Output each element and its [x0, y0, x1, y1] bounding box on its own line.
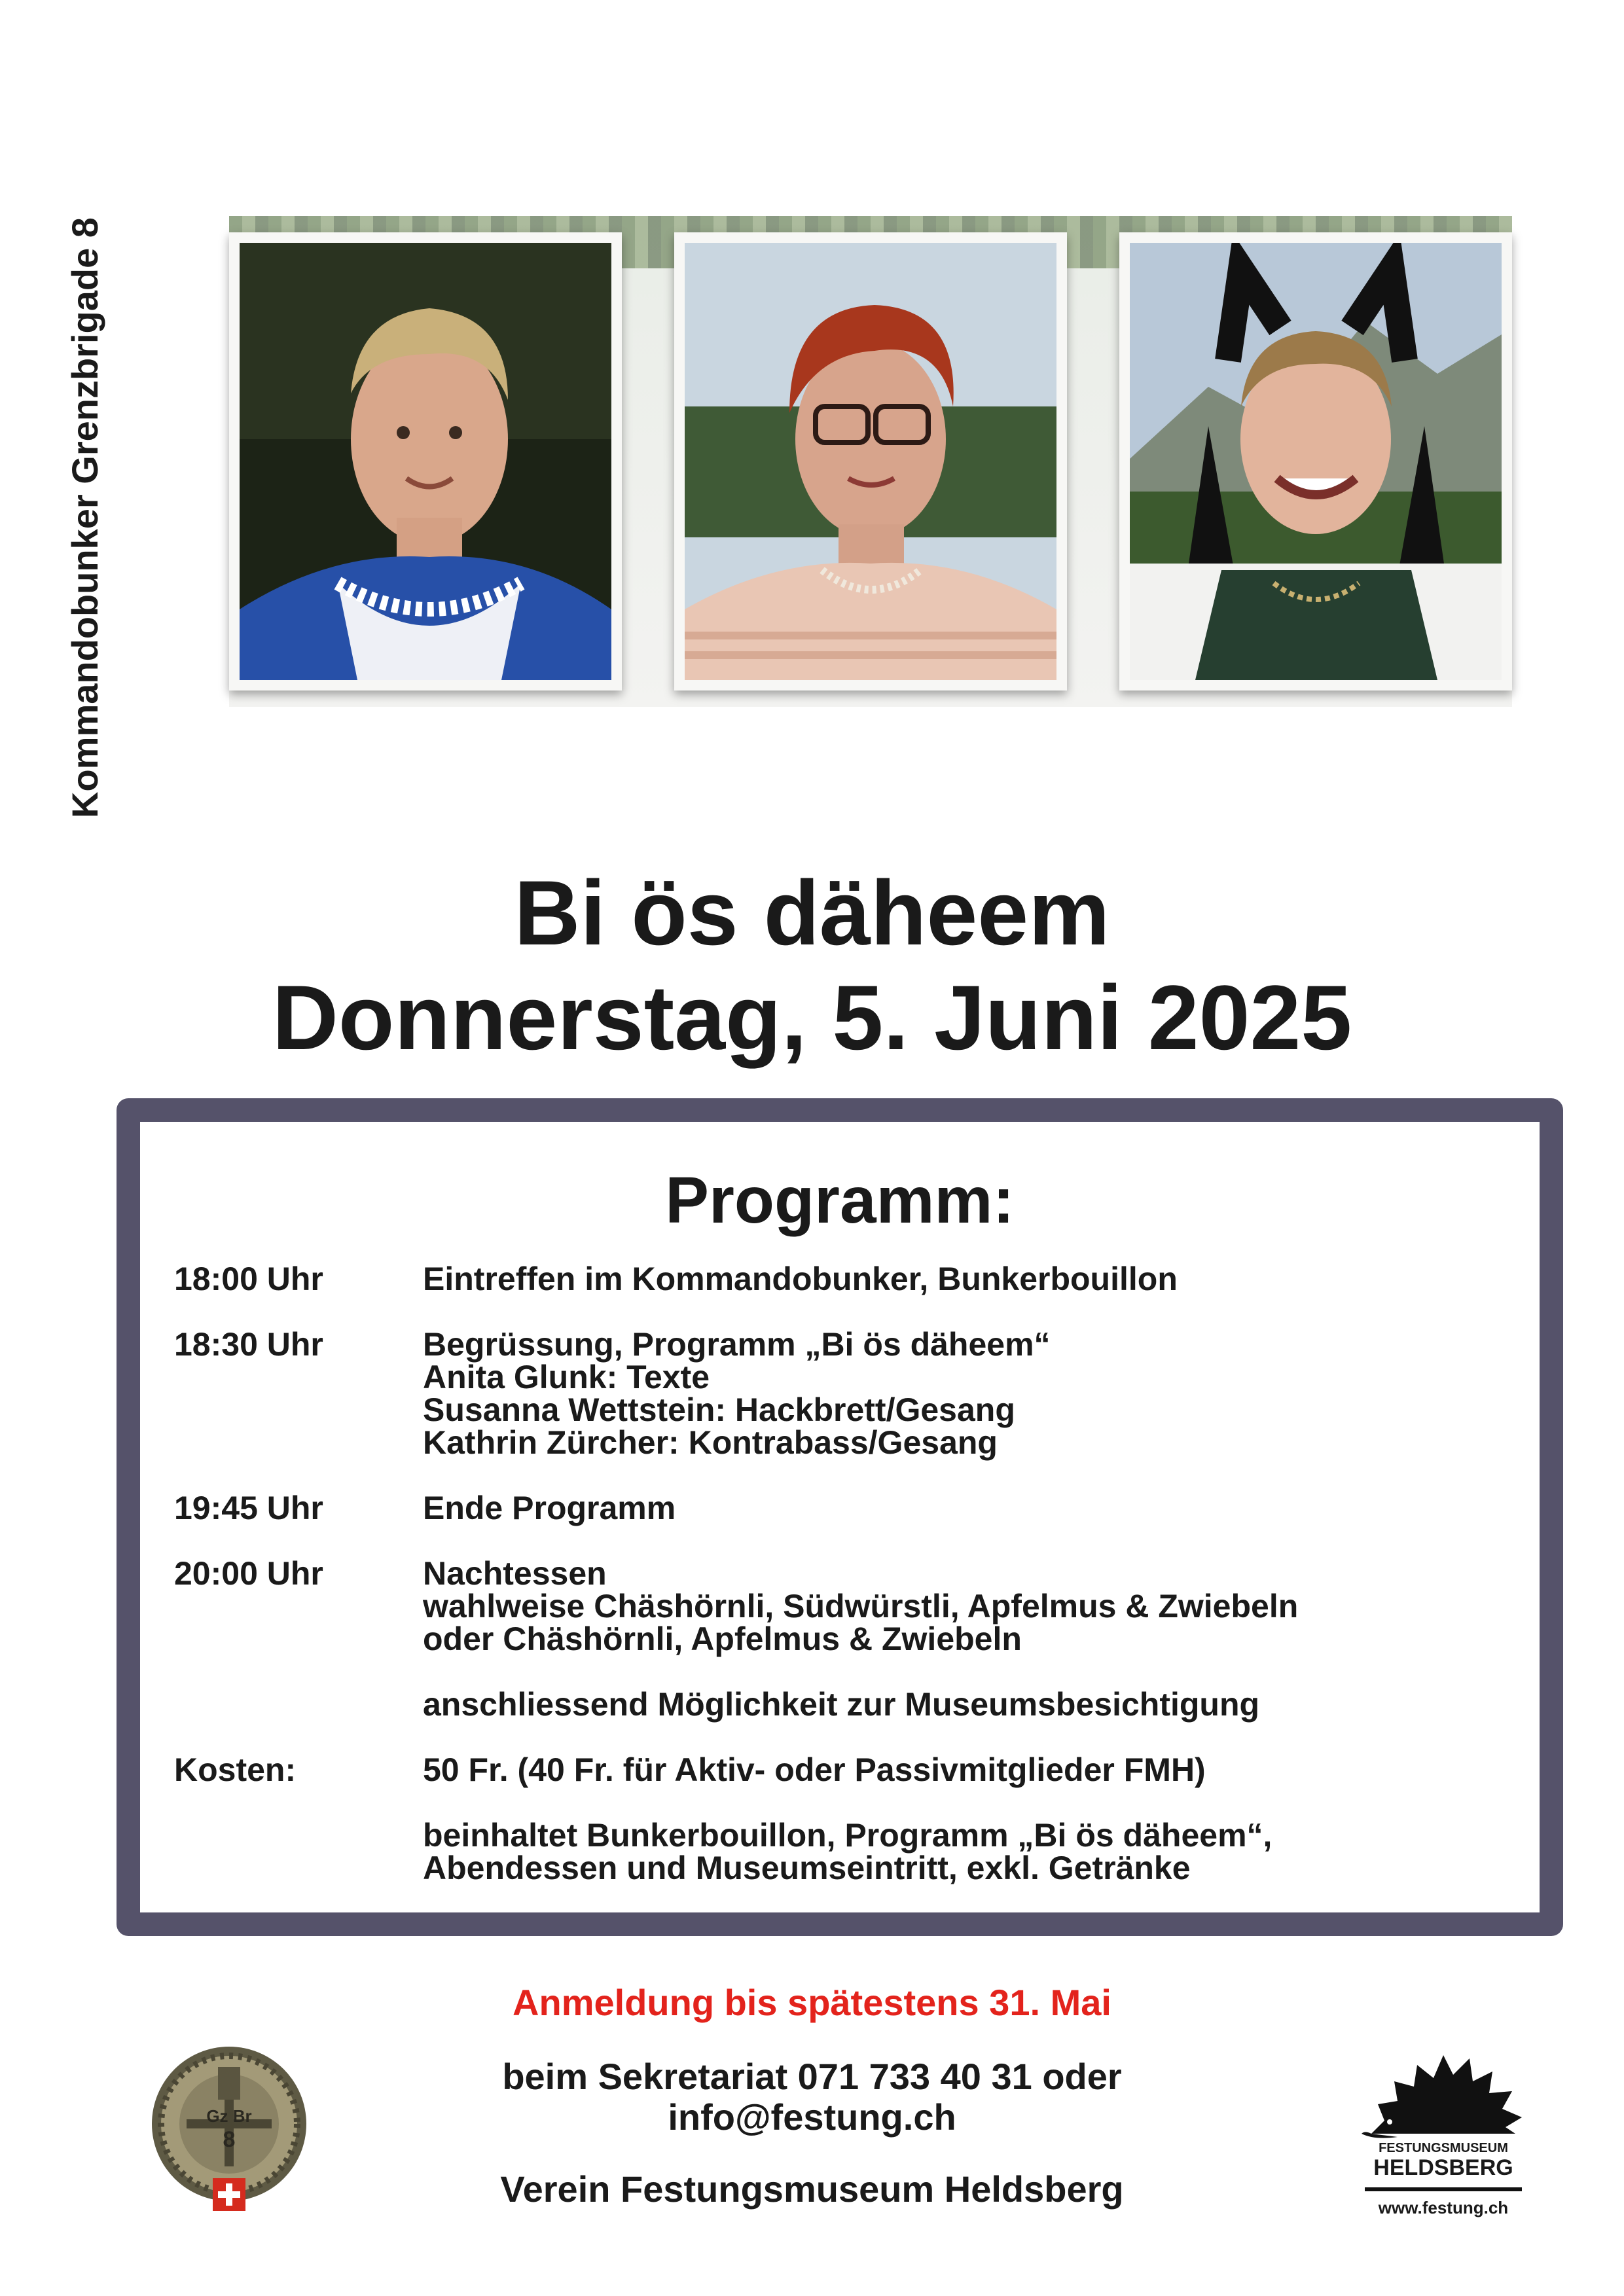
portrait-strip: [229, 216, 1512, 707]
logo-big-text: HELDSBERG: [1373, 2155, 1513, 2180]
badge-text: Gz Br: [206, 2106, 252, 2126]
row-desc: Anita Glunk: Texte: [423, 1359, 710, 1395]
logo-url: www.festung.ch: [1378, 2198, 1509, 2217]
logo-divider: [1365, 2187, 1522, 2191]
contact-phone-line: beim Sekretariat 071 733 40 31 oder: [502, 2056, 1122, 2097]
row-desc: oder Chäshörnli, Apfelmus & Zwiebeln: [423, 1621, 1022, 1657]
row-time: 19:45 Uhr: [174, 1490, 323, 1526]
row-desc: beinhaltet Bunkerbouillon, Programm „Bi ös däheem“,: [423, 1817, 1272, 1854]
contact-email: info@festung.ch: [668, 2096, 956, 2138]
row-desc: Ende Programm: [423, 1490, 676, 1526]
row-desc: Eintreffen im Kommandobunker, Bunkerbouillon: [423, 1261, 1178, 1297]
row-time: Kosten:: [174, 1751, 297, 1788]
portrait-photo-2: [674, 232, 1067, 691]
side-title: Kommandobunker Grenzbrigade 8: [64, 217, 105, 818]
row-time: 18:00 Uhr: [174, 1261, 323, 1297]
row-desc: Begrüssung, Programm „Bi ös däheem“: [423, 1326, 1051, 1363]
event-date: Donnerstag, 5. Juni 2025: [272, 966, 1352, 1069]
row-desc: wahlweise Chäshörnli, Südwürstli, Apfelmus & Zwiebeln: [423, 1588, 1299, 1624]
programm-box: [117, 1098, 1563, 1936]
row-desc: Susanna Wettstein: Hackbrett/Gesang: [423, 1391, 1015, 1428]
festungsmuseum-logo: [1358, 2036, 1528, 2225]
logo-small-text: FESTUNGSMUSEUM: [1379, 2141, 1508, 2155]
row-desc: anschliessend Möglichkeit zur Museumsbesichtigung: [423, 1686, 1260, 1723]
row-desc: Nachtessen: [423, 1555, 607, 1592]
row-time: 20:00 Uhr: [174, 1555, 323, 1592]
hedgehog-icon: [1358, 2036, 1528, 2140]
row-desc: 50 Fr. (40 Fr. für Aktiv- oder Passivmitglieder FMH): [423, 1751, 1206, 1788]
organizer-name: Verein Festungsmuseum Heldsberg: [500, 2168, 1124, 2210]
portrait-image-1: [240, 243, 611, 680]
portrait-photo-1: [229, 232, 622, 691]
brigade-badge-icon: [147, 2036, 311, 2225]
event-title: Bi ös däheem: [514, 861, 1110, 964]
portrait-photo-3: [1119, 232, 1512, 691]
programm-heading: Programm:: [665, 1164, 1015, 1237]
registration-deadline: Anmeldung bis spätestens 31. Mai: [513, 1982, 1111, 2023]
row-desc: Kathrin Zürcher: Kontrabass/Gesang: [423, 1424, 998, 1461]
row-time: 18:30 Uhr: [174, 1326, 323, 1363]
row-desc: Abendessen und Museumseintritt, exkl. Getränke: [423, 1850, 1191, 1886]
badge-number: 8: [223, 2127, 236, 2152]
portrait-image-2: [685, 243, 1056, 680]
portrait-image-3: [1130, 243, 1502, 680]
